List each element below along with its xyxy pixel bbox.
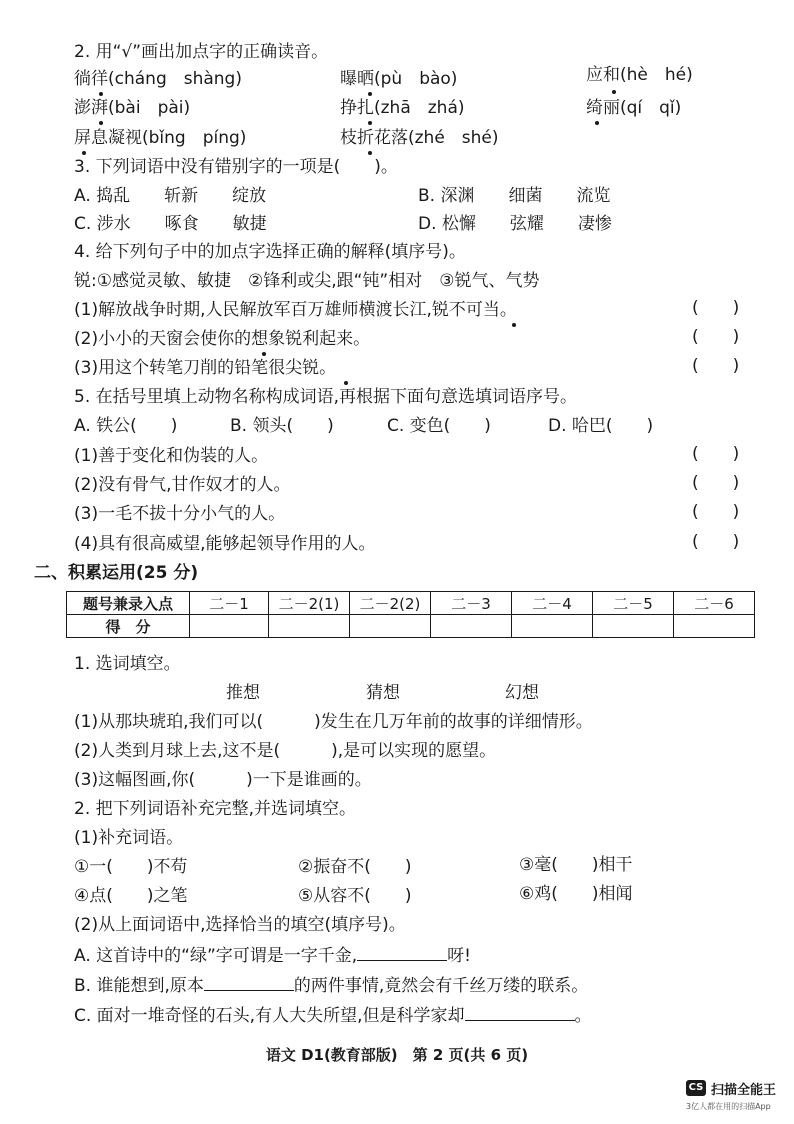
q5-sentence: (1)善于变化和伪装的人。: [74, 446, 269, 466]
q5-option-d: D. 哈巴( ): [548, 416, 654, 436]
score-table: [66, 591, 755, 638]
table-score-label: 得 分: [67, 615, 190, 638]
q2-title: 2. 用“√”画出加点字的正确读音。: [74, 42, 329, 62]
q3-title: 3. 下列词语中没有错别字的一项是( )。: [74, 157, 398, 177]
table-column-header: 二－4: [512, 592, 593, 615]
s2q2-title: 2. 把下列词语补充完整,并选词填空。: [74, 799, 357, 819]
q2-item: 徜徉(cháng shàng): [74, 69, 242, 89]
idiom-item: ④点( )之笔: [74, 886, 188, 906]
emphasis-dot: [368, 121, 372, 125]
q4-title: 4. 给下列句子中的加点字选择正确的解释(填序号)。: [74, 242, 466, 262]
fill-sentence-b: B. 谁能想到,原本 的两件事情,竟然会有千丝万缕的联系。: [74, 972, 588, 998]
s2q2-sub2: (2)从上面词语中,选择恰当的填空(填序号)。: [74, 915, 406, 935]
table-column-header: 二－2(1): [269, 592, 350, 615]
q5-sentence: (3)一毛不拔十分小气的人。: [74, 504, 286, 524]
q2-item: 屏息凝视(bǐng píng): [74, 128, 247, 148]
table-column-header: 二－6: [674, 592, 755, 615]
watermark-subtitle: 3亿人都在用的扫描App: [686, 1102, 771, 1111]
answer-bracket: ( ): [692, 356, 740, 376]
emphasis-dot: [512, 323, 516, 327]
q5-option-c: C. 变色( ): [387, 416, 491, 436]
q3-option-a: A. 捣乱 斩新 绽放: [74, 186, 267, 206]
answer-bracket: ( ): [692, 502, 740, 522]
s2q1-sentence: (2)人类到月球上去,这不是( ),是可以实现的愿望。: [74, 741, 497, 761]
table-column-header: 二－2(2): [350, 592, 431, 615]
s2q2-sub1: (1)补充词语。: [74, 828, 184, 848]
q2-item: 曝晒(pù bào): [340, 69, 458, 89]
q5-option-a: A. 铁公( ): [74, 416, 178, 436]
score-cell[interactable]: [269, 615, 350, 638]
q3-option-d: D. 松懈 弦耀 凄惨: [418, 214, 612, 234]
score-cell[interactable]: [512, 615, 593, 638]
answer-bracket: ( ): [692, 298, 740, 318]
answer-blank[interactable]: [357, 942, 447, 961]
idiom-item: ⑤从容不( ): [298, 886, 412, 906]
score-cell[interactable]: [593, 615, 674, 638]
q4-sentence: (1)解放战争时期,人民解放军百万雄师横渡长江,锐不可当。: [74, 300, 517, 320]
q4-definition: 锐:①感觉灵敏、敏捷 ②锋利或尖,跟“钝”相对 ③锐气、气势: [74, 271, 540, 291]
s2q1-sentence: (1)从那块琥珀,我们可以( )发生在几万年前的故事的详细情形。: [74, 712, 593, 732]
answer-bracket: ( ): [692, 327, 740, 347]
s2q1-title: 1. 选词填空。: [74, 654, 181, 674]
word-choice: 猜想: [366, 683, 400, 703]
score-cell[interactable]: [190, 615, 269, 638]
q4-sentence: (3)用这个转笔刀削的铅笔很尖锐。: [74, 358, 337, 378]
idiom-item: ①一( )不苟: [74, 857, 188, 877]
score-cell[interactable]: [431, 615, 512, 638]
emphasis-dot: [262, 352, 266, 356]
table-column-header: 二－5: [593, 592, 674, 615]
q2-item: 绮丽(qí qǐ): [586, 98, 682, 118]
score-cell[interactable]: [350, 615, 431, 638]
emphasis-dot: [368, 92, 372, 96]
fill-sentence-c: C. 面对一堆奇怪的石头,有人大失所望,但是科学家却 。: [74, 1002, 592, 1028]
idiom-item: ⑥鸡( )相闻: [519, 884, 633, 904]
idiom-item: ②振奋不( ): [298, 857, 412, 877]
watermark-title: 扫描全能王: [711, 1083, 777, 1098]
emphasis-dot: [99, 92, 103, 96]
q2-item: 应和(hè hé): [586, 65, 693, 85]
q3-option-b: B. 深渊 细菌 流览: [418, 186, 611, 206]
s2q1-sentence: (3)这幅图画,你( )一下是谁画的。: [74, 770, 372, 790]
score-cell[interactable]: [674, 615, 755, 638]
camscanner-logo-icon: CS: [686, 1080, 706, 1096]
answer-blank[interactable]: [204, 972, 294, 991]
emphasis-dot: [595, 121, 599, 125]
page-footer: 语文 D1(教育部版) 第 2 页(共 6 页): [265, 1046, 529, 1064]
q5-sentence: (2)没有骨气,甘作奴才的人。: [74, 475, 291, 495]
q2-item: 枝折花落(zhé shé): [340, 128, 499, 148]
emphasis-dot: [99, 121, 103, 125]
fill-sentence-a: A. 这首诗中的“绿”字可谓是一字千金, 呀!: [74, 942, 471, 968]
q2-item: 澎湃(bài pài): [74, 98, 191, 118]
q4-sentence: (2)小小的天窗会使你的想象锐利起来。: [74, 329, 371, 349]
answer-bracket: ( ): [692, 444, 740, 464]
q5-option-b: B. 领头( ): [230, 416, 334, 436]
q2-item: 挣扎(zhā zhá): [340, 98, 465, 118]
q5-title: 5. 在括号里填上动物名称构成词语,再根据下面句意选填词语序号。: [74, 387, 578, 407]
section-heading: 二、积累运用(25 分): [34, 563, 199, 583]
answer-blank[interactable]: [465, 1002, 575, 1021]
word-choice: 幻想: [505, 683, 539, 703]
answer-bracket: ( ): [692, 473, 740, 493]
table-column-header: 二－1: [190, 592, 269, 615]
answer-bracket: ( ): [692, 532, 740, 552]
emphasis-dot: [612, 90, 616, 94]
table-header-label: 题号兼录入点: [67, 592, 190, 615]
q5-sentence: (4)具有很高威望,能够起领导作用的人。: [74, 534, 376, 554]
word-choice: 推想: [226, 683, 260, 703]
idiom-item: ③毫( )相干: [519, 855, 633, 875]
q3-option-c: C. 涉水 啄食 敏捷: [74, 214, 267, 234]
table-column-header: 二－3: [431, 592, 512, 615]
